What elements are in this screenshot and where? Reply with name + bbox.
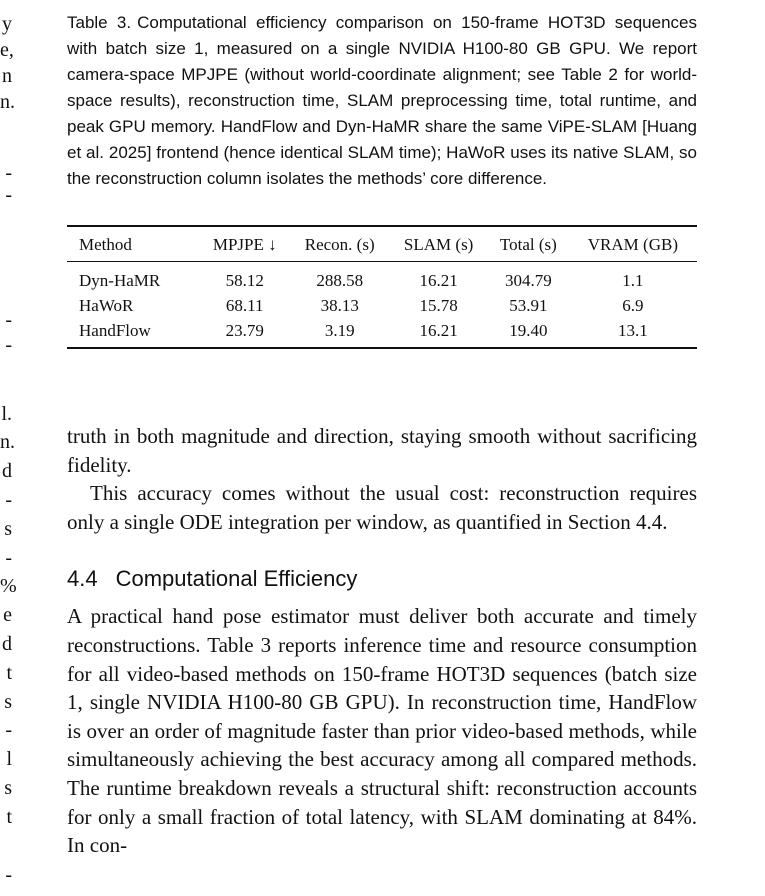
margin-fragment: n. xyxy=(0,431,15,453)
cell-vram: 1.1 xyxy=(622,270,644,290)
header-total: Total (s) xyxy=(488,226,569,262)
margin-fragment: t xyxy=(6,662,12,684)
table-row xyxy=(67,293,697,318)
cell-total: 304.79 xyxy=(504,270,552,290)
cell-slam: 16.21 xyxy=(419,320,458,340)
cell-method: HandFlow xyxy=(79,320,151,340)
margin-fragment: - xyxy=(5,309,12,331)
cell-recon: 288.58 xyxy=(316,270,364,290)
cell-recon: 3.19 xyxy=(324,320,355,340)
margin-fragment: e, xyxy=(0,39,14,61)
table-row xyxy=(67,318,697,348)
page-column xyxy=(67,10,697,860)
cell-mpjpe: 23.79 xyxy=(225,320,264,340)
section-paragraph: A practical hand pose estimator must deliver both accurate and timely reconstructions. Table 3 reports inference time and resource consumption for all video-based methods on 150-frame HOT3D sequences (batch size 1, single NVIDIA H100-80 GB GPU). In reconstruction time, HandFlow is over an order of magnitude faster than prior video-based methods, while simultaneously achieving the best accuracy among all compared methods. The runtime breakdown reveals a structural shift: reconstruction accounts for only a small fraction of total latency, with SLAM dominating at 84%. In con- xyxy=(67,604,697,858)
cell-total: 53.91 xyxy=(509,295,548,315)
section-number: 4.4 xyxy=(67,566,98,592)
margin-fragment: % xyxy=(0,575,17,597)
table-caption xyxy=(67,10,697,192)
header-slam: SLAM (s) xyxy=(389,226,488,262)
cell-method: HaWoR xyxy=(79,295,134,315)
section-title: Computational Efficiency xyxy=(115,566,358,592)
left-column-margin xyxy=(0,0,17,896)
cell-mpjpe: 58.12 xyxy=(225,270,264,290)
header-recon: Recon. (s) xyxy=(290,226,389,262)
header-method: Method xyxy=(67,226,199,262)
cell-recon: 38.13 xyxy=(320,295,359,315)
margin-fragment: - xyxy=(5,334,12,356)
section-heading xyxy=(67,566,697,592)
margin-fragment: - xyxy=(5,547,12,569)
cell-total: 19.40 xyxy=(509,320,548,340)
paragraph-continuation: truth in both magnitude and direction, staying smooth without sacrificing fidelity. xyxy=(67,424,697,477)
margin-fragment: e xyxy=(3,604,12,626)
margin-fragment: - xyxy=(5,719,12,741)
efficiency-table xyxy=(67,225,697,349)
margin-fragment: l xyxy=(6,748,12,770)
margin-fragment: - xyxy=(5,162,12,184)
margin-fragment: t xyxy=(6,806,12,828)
margin-fragment: d xyxy=(2,633,12,655)
cell-slam: 15.78 xyxy=(419,295,458,315)
margin-fragment: - xyxy=(5,184,12,206)
margin-fragment: s xyxy=(4,691,12,713)
margin-fragment: s xyxy=(4,777,12,799)
cell-vram: 13.1 xyxy=(618,320,648,340)
margin-fragment: d xyxy=(2,460,12,482)
cell-method: Dyn-HaMR xyxy=(79,270,161,290)
header-vram: VRAM (GB) xyxy=(569,226,697,262)
table-header-row xyxy=(67,226,697,262)
margin-fragment: n xyxy=(2,65,12,87)
margin-fragment: - xyxy=(5,864,12,886)
margin-fragment: y xyxy=(2,13,12,35)
caption-text: Computational efficiency comparison on 150-frame HOT3D sequences with batch size 1, measured on a single NVIDIA H100-80 GB GPU. We report camera-space MPJPE (without world-coordinate alignment; see Table 2 for world-space results), reconstruction time, SLAM preprocessing time, total runtime, and peak GPU memory. HandFlow and Dyn-HaMR share the same ViPE-SLAM [Huang et al. 2025] frontend (hence identical SLAM time); HaWoR uses its native SLAM, so the reconstruction column isolates the methods’ core difference. xyxy=(67,13,697,188)
margin-fragment: - xyxy=(5,489,12,511)
caption-label: Table 3. xyxy=(67,13,132,32)
margin-fragment: l. xyxy=(1,403,12,425)
cell-slam: 16.21 xyxy=(419,270,458,290)
header-mpjpe: MPJPE ↓ xyxy=(199,226,290,262)
cell-vram: 6.9 xyxy=(622,295,644,315)
paragraph-accuracy: This accuracy comes without the usual cost: reconstruction requires only a single ODE integration per window, as quantified in Section 4.4. xyxy=(67,481,697,534)
margin-fragment: n. xyxy=(0,91,15,113)
margin-fragment: s xyxy=(4,518,12,540)
table-row xyxy=(67,262,697,294)
cell-mpjpe: 68.11 xyxy=(225,295,264,315)
